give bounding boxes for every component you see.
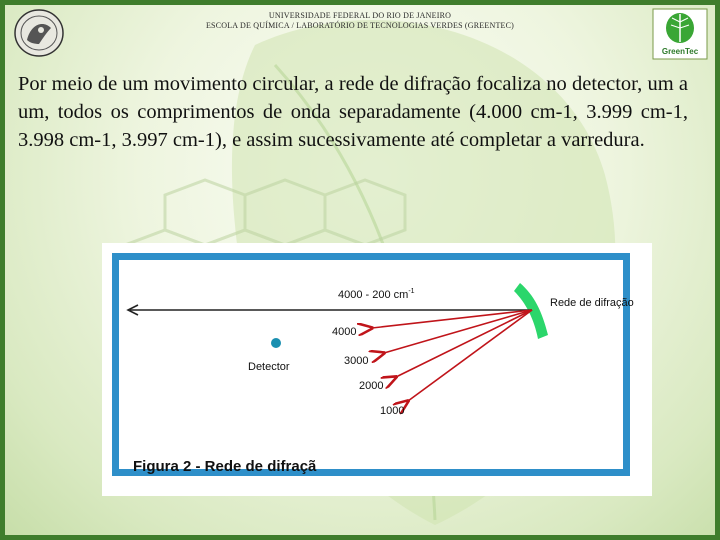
wavelength-label-2000: 2000	[359, 380, 384, 392]
range-label: 4000 - 200 $cm^{-1}$	[338, 288, 415, 301]
ray-4000	[372, 310, 532, 328]
header	[5, 11, 715, 31]
body-paragraph: Por meio de um movimento circular, a rede de difração focaliza no detector, um a um, todos os comprimentos de onda separadamente (4.000 cm-1, 3.999 cm-1, 3.998 cm-1, 3.997 cm-1), e assim sucessivamente até completar a varredura.	[18, 73, 688, 151]
detector-dot	[271, 338, 281, 348]
detector-label: Detector	[248, 361, 290, 373]
header-school: ESCOLA DE QUÍMICA / LABORATÓRIO DE TECNOLOGIAS VERDES (GREENTEC)	[205, 21, 515, 30]
figure-caption: Figura 2 - Rede de difraçã	[133, 458, 317, 475]
wavelength-label-1000: 1000	[380, 405, 405, 417]
diffraction-figure	[102, 243, 652, 496]
ray-1000	[408, 310, 532, 401]
wavelength-label-3000: 3000	[344, 355, 369, 367]
header-university: UNIVERSIDADE FEDERAL DO RIO DE JANEIRO	[268, 11, 452, 20]
diffraction-diagram	[102, 243, 652, 496]
greentec-logo-text: GreenTec	[661, 47, 699, 56]
greentec-logo	[652, 8, 708, 60]
wavelength-label-4000: 4000	[332, 326, 357, 338]
grating-label: Rede de difração	[550, 297, 634, 309]
slide	[5, 5, 715, 535]
